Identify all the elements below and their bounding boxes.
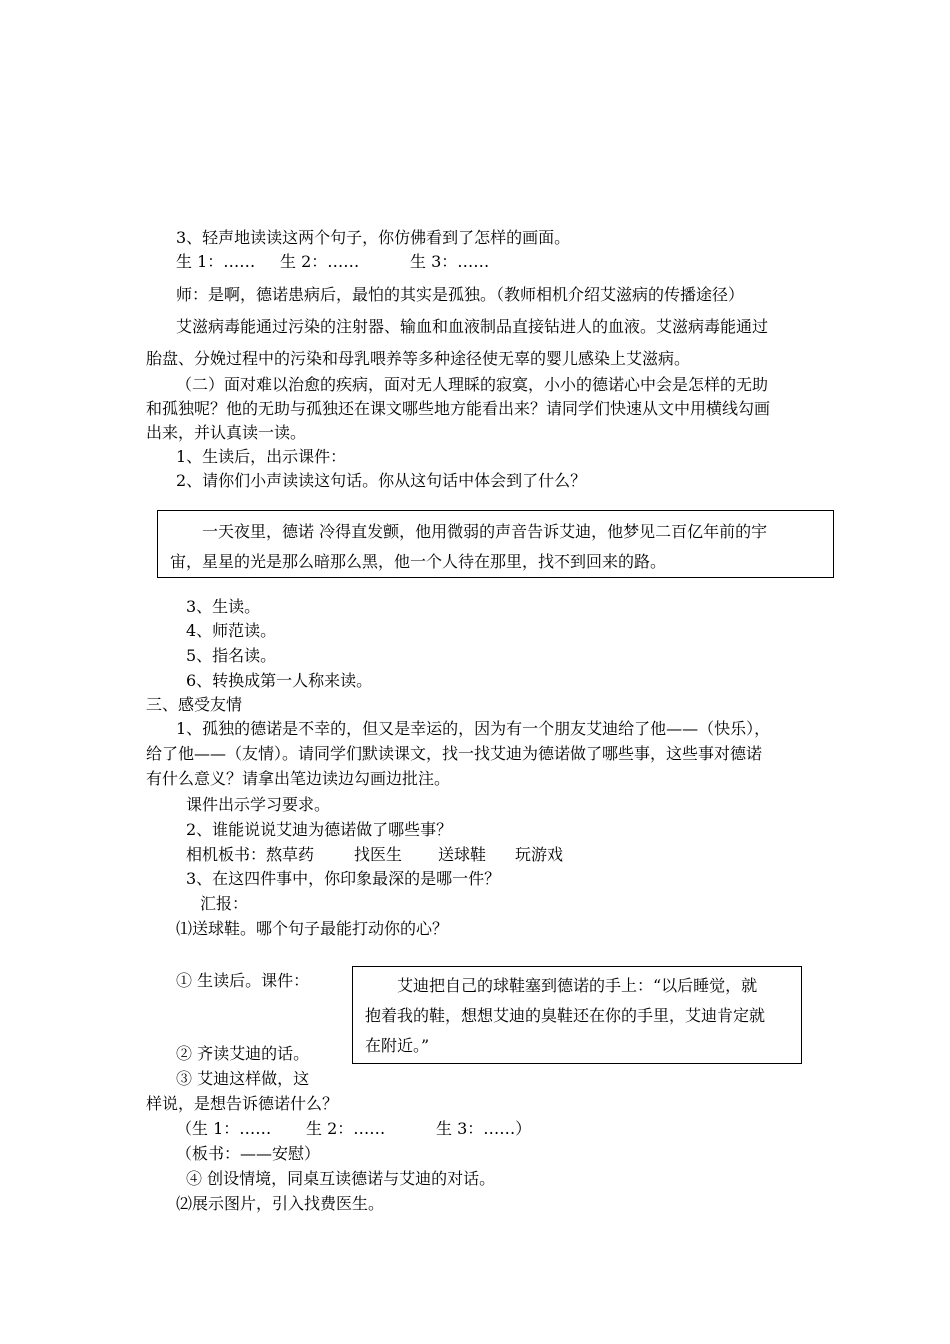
- text-line: 1、生读后，出示课件：: [176, 447, 347, 466]
- text-line: 给了他——（友情）。请同学们默读课文，找一找艾迪为德诺做了哪些事，这些事对德诺: [146, 744, 763, 763]
- text-line: 课件出示学习要求。: [186, 795, 331, 814]
- text-line: 样说，是想告诉德诺什么？: [146, 1094, 339, 1113]
- text-line: 相机板书：熬草药: [186, 845, 315, 864]
- quote-line: 一天夜里，德诺 冷得直发颤，他用微弱的声音告诉艾迪，他梦见二百亿年前的宇: [202, 522, 768, 541]
- text-line: 送球鞋: [438, 845, 487, 864]
- text-line: 3、生读。: [186, 597, 261, 616]
- text-line: 3、在这四件事中，你印象最深的是哪一件？: [186, 869, 501, 888]
- text-line: 2、请你们小声读读这句话。你从这句话中体会到了什么？: [176, 471, 587, 490]
- section-heading: 三、感受友情: [146, 695, 243, 714]
- quote-line: 抱着我的鞋，想想艾迪的臭鞋还在你的手里，艾迪肯定就: [365, 1006, 766, 1025]
- text-line: 6、转换成第一人称来读。: [186, 671, 373, 690]
- text-line: ⑴送球鞋。哪个句子最能打动你的心？: [176, 919, 449, 938]
- text-line: （二）面对难以治愈的疾病，面对无人理睬的寂寞，小小的德诺心中会是怎样的无助: [176, 375, 769, 394]
- text-line: （板书：——安慰）: [176, 1144, 321, 1163]
- text-line: ③ 艾迪这样做，这: [176, 1069, 310, 1088]
- text-line: 1、孤独的德诺是不幸的，但又是幸运的，因为有一个朋友艾迪给了他——（快乐），: [176, 719, 771, 738]
- text-line: 找医生: [354, 845, 403, 864]
- text-line: 出来，并认真读一读。: [146, 423, 307, 442]
- text-line: 胎盘、分娩过程中的污染和母乳喂养等多种途径使无辜的婴儿感染上艾滋病。: [146, 349, 691, 368]
- text-line: 4、师范读。: [186, 621, 277, 640]
- text-line: 生 2：……: [280, 252, 360, 271]
- text-line: ② 齐读艾迪的话。: [176, 1044, 310, 1063]
- text-line: 艾滋病毒能通过污染的注射器、输血和血液制品直接钻进人的血液。艾滋病毒能通过: [176, 317, 769, 336]
- text-line: ④ 创设情境，同桌互读德诺与艾迪的对话。: [186, 1169, 496, 1188]
- text-line: 和孤独呢？他的无助与孤独还在课文哪些地方能看出来？请同学们快速从文中用横线勾画: [146, 399, 771, 418]
- text-line: 有什么意义？请拿出笔边读边勾画边批注。: [146, 769, 451, 788]
- text-line: ⑵展示图片，引入找费医生。: [176, 1194, 385, 1213]
- quote-line: 艾迪把自己的球鞋塞到德诺的手上：“以后睡觉，就: [397, 976, 758, 995]
- text-line: 玩游戏: [515, 845, 564, 864]
- text-line: 师：是啊，德诺患病后，最怕的其实是孤独。（教师相机介绍艾滋病的传播途径）: [176, 285, 745, 304]
- courseware-quote-box: [352, 966, 802, 1064]
- quote-line: 在附近。”: [365, 1036, 430, 1055]
- text-line: 生 1：……: [176, 252, 256, 271]
- text-line: 3、轻声地读读这两个句子，你仿佛看到了怎样的画面。: [176, 228, 571, 247]
- text-line: （生 1：……: [176, 1119, 272, 1138]
- text-line: 生 2：……: [306, 1119, 386, 1138]
- quote-line: 宙，星星的光是那么暗那么黑，他一个人待在那里，找不到回来的路。: [170, 552, 667, 571]
- text-line: 生 3：……: [410, 252, 490, 271]
- text-line: ① 生读后。课件：: [176, 971, 310, 990]
- text-line: 2、谁能说说艾迪为德诺做了哪些事？: [186, 820, 453, 839]
- text-line: 生 3：……）: [436, 1119, 532, 1138]
- text-line: 汇报：: [200, 894, 249, 913]
- text-line: 5、指名读。: [186, 646, 277, 665]
- courseware-quote-box: [157, 510, 834, 578]
